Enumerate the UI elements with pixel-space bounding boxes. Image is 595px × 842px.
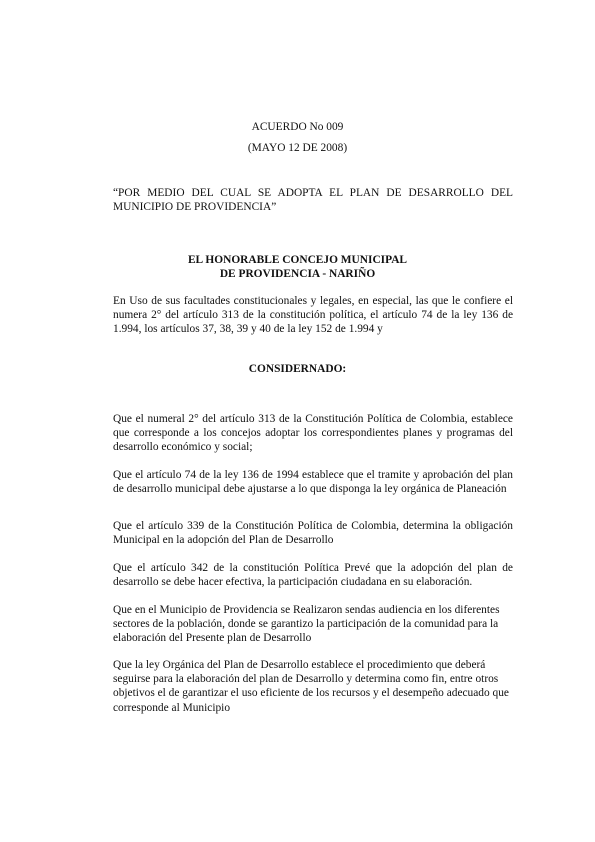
considerando-paragraph-4: Que el artículo 342 de la constitución Política Prevé que la adopción del plan de desarrollo se debe hacer efectiva, la participación ciudadana en su elaboración. — [113, 562, 513, 589]
issuer-line-1: EL HONORABLE CONCEJO MUNICIPAL — [187, 254, 408, 266]
considerando-paragraph-3: Que el artículo 339 de la Constitución Política de Colombia, determina la obligación Municipal en la adopción del Plan de Desarrollo — [113, 520, 513, 547]
document-title: “POR MEDIO DEL CUAL SE ADOPTA EL PLAN DE DESARROLLO DEL MUNICIPIO DE PROVIDENCIA” — [113, 187, 513, 214]
acuerdo-date: (MAYO 12 DE 2008) — [247, 142, 348, 154]
considerando-paragraph-6: Que la ley Orgánica del Plan de Desarrollo establece el procedimiento que deberá seguirse para la elaboración del plan de Desarrollo y determina como fin, entre otros objetivos el de garantizar el uso eficiente de los recursos y el desempeño adecuado que corresponde al Municipio — [113, 659, 509, 714]
considerando-paragraph-2: Que el artículo 74 de la ley 136 de 1994 establece que el tramite y aprobación del plan de desarrollo municipal debe ajustarse a lo que disponga la ley orgánica de Planeación — [113, 469, 513, 496]
considerando-heading: CONSIDERNADO: — [248, 363, 347, 375]
acuerdo-number: ACUERDO No 009 — [251, 121, 344, 133]
considerando-paragraph-1: Que el numeral 2° del artículo 313 de la Constitución Política de Colombia, establece que corresponde a los concejos adoptar los correspondientes planes y programas del desarrollo económico y social; — [113, 413, 513, 454]
preamble-paragraph: En Uso de sus facultades constitucionales y legales, en especial, las que le confiere el numera 2° del artículo 313 de la constitución política, el artículo 74 de la ley 136 de 1.994, los artículos 37, 38, 39 y 40 de la ley 152 de 1.994 y — [113, 295, 513, 336]
considerando-paragraph-5: Que en el Municipio de Providencia se Realizaron sendas audiencia en los diferentes sectores de la población, donde se garantizo la participación de la comunidad para la elaboración del Presente plan de Desarrollo — [113, 604, 500, 645]
issuer-line-2: DE PROVIDENCIA - NARIÑO — [219, 268, 376, 280]
